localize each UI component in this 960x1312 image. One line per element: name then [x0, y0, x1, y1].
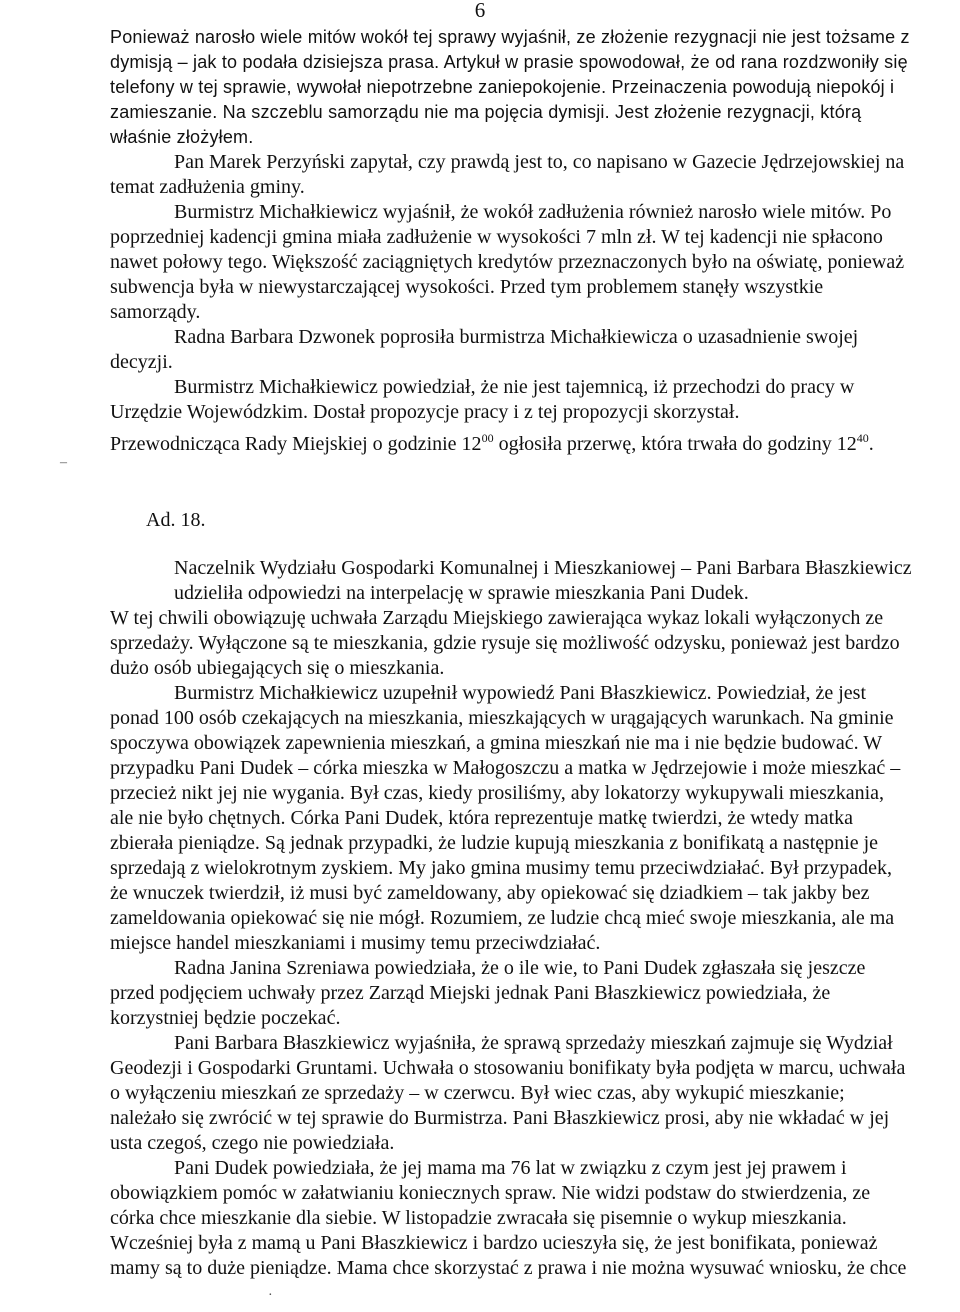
break-note-part2: ogłosiła przerwę, która trwała do godziny 12: [493, 433, 857, 455]
section-2-line: usta czegoś, czego nie powiedziała.: [110, 1132, 395, 1154]
section-2-line: o wyłączeniu mieszkań ze sprzedaży – w czerwcu. Był wiec czas, aby wykupić mieszkanie;: [110, 1082, 845, 1104]
section-1-line: temat zadłużenia gminy.: [110, 176, 305, 198]
break-note-part3: .: [868, 433, 874, 455]
break-end-minutes: 40: [856, 431, 869, 445]
section-1-line: Burmistrz Michałkiewicz wyjaśnił, że wokół zadłużenia również narosło wiele mitów. Po: [174, 201, 892, 223]
section-2-line: korzystniej będzie poczekać.: [110, 1007, 341, 1029]
section-1-line: subwencja była w niewystarczającej wysokości. Przed tym problemem stanęły wszystkie: [110, 276, 824, 298]
section-2-line: Naczelnik Wydziału Gospodarki Komunalnej i Mieszkaniowej – Pani Barbara Błaszkiewicz: [174, 557, 912, 579]
section-2-line: mamy są to duże pieniądze. Mama chce skorzystać z prawa i nie można wysuwać wniosku, że chce: [110, 1257, 907, 1279]
section-1-line: poprzedniej kadencji gmina miała zadłużenie w wysokości 7 mln zł. W tej kadencji nie spłacono: [110, 226, 883, 248]
section-2-line: dużo osób ubiegających się o mieszkania.: [110, 657, 445, 679]
section-2-text: [110, 556, 952, 1281]
section-2-line: Radna Janina Szreniawa powiedziała, że o ile wie, to Pani Dudek zgłaszała się jeszcze: [174, 957, 866, 979]
section-1-line: właśnie złożyłem.: [110, 127, 254, 147]
section-2-line: Pani Barbara Błaszkiewicz wyjaśniła, że sprawą sprzedaży mieszkań zajmuje się Wydział: [174, 1032, 893, 1054]
section-1-line: samorządy.: [110, 301, 201, 323]
agenda-heading: [146, 508, 960, 533]
section-2-line: przed podjęciem uchwały przez Zarząd Miejski jednak Pani Błaszkiewicz powiedziała, że: [110, 982, 831, 1004]
section-1-line: Radna Barbara Dzwonek poprosiła burmistrza Michałkiewicza o uzasadnienie swojej: [174, 326, 859, 348]
section-1-line: zamieszanie. Na szczeblu samorządu nie ma pojęcia dymisji. Jest złożenie rezygnacji, którą: [110, 102, 862, 122]
section-1-line: Ponieważ narosło wiele mitów wokół tej sprawy wyjaśnił, ze złożenie rezygnacji nie jest tożsame z: [110, 27, 910, 47]
section-2-line: ponad 100 osób czekających na mieszkania, mieszkających w urągających warunkach. Na gminie: [110, 707, 894, 729]
section-1-line: Pan Marek Perzyński zapytał, czy prawdą jest to, co napisano w Gazecie Jędrzejowskiej na: [174, 151, 905, 173]
section-2-line: należało się zwrócić w tej sprawie do Burmistrza. Pani Błaszkiewicz prosi, aby nie wkładać w jej: [110, 1107, 890, 1129]
section-2-line: sprzedaży. Wyłączone są te mieszkania, gdzie rysuje się możliwość odzysku, ponieważ jest bardzo: [110, 632, 900, 654]
section-2-line: Geodezji i Gospodarki Gruntami. Uchwała o stosowaniu bonifikaty była podjęta w marcu, uchwała: [110, 1057, 906, 1079]
agenda-item-heading: Ad. 18.: [146, 509, 206, 531]
section-2-line: W tej chwili obowiązuję uchwała Zarządu Miejskiego zawierająca wykaz lokali wyłączonych ze: [110, 607, 884, 629]
section-1-line: Urzędzie Wojewódzkim. Dostał propozycje pracy i z tej propozycji skorzystał.: [110, 401, 740, 423]
section-2-line: udzieliła odpowiedzi na interpelację w sprawie mieszkania Pani Dudek.: [174, 582, 749, 604]
margin-mark: –: [60, 455, 67, 470]
page-number: 6: [474, 0, 486, 22]
section-2-line: zbierała pieniądze. Są jednak przypadki, że ludzie kupują mieszkania z bonifikatą a następnie je: [110, 832, 878, 854]
section-2-line: córka chce mieszkanie dla siebie. W listopadzie zwracała się pisemnie o wykup mieszkania.: [110, 1207, 847, 1229]
scan-mark: ·: [268, 1288, 273, 1303]
break-start-minutes: 00: [481, 431, 494, 445]
break-note-line: [110, 432, 952, 457]
section-2-line: obowiązkiem pomóc w załatwianiu koniecznych spraw. Nie widzi podstaw do stwierdzenia, ze: [110, 1182, 871, 1204]
section-1-line: Burmistrz Michałkiewicz powiedział, że nie jest tajemnicą, iż przechodzi do pracy w: [174, 376, 855, 398]
section-2-line: Pani Dudek powiedziała, że jej mama ma 76 lat w związku z czym jest jej prawem i: [174, 1157, 847, 1179]
break-note-part1: Przewodnicząca Rady Miejskiej o godzinie 12: [110, 433, 482, 455]
section-2-line: przecież nikt jej nie wygania. Był czas, kiedy prosiliśmy, aby lokatorzy wykupywali mieszkania,: [110, 782, 885, 804]
section-1-line: nawet połowy tego. Większość zaciągniętych kredytów przeznaczonych było na oświatę, ponieważ: [110, 251, 905, 273]
section-2-line: zameldowania opiekować się nie mógł. Rozumiem, ze ludzie chcą mieć swoje mieszkania, ale ma: [110, 907, 895, 929]
section-1-line: decyzji.: [110, 351, 173, 373]
section-2-line: miejsce handel mieszkaniami i musimy temu przeciwdziałać.: [110, 932, 601, 954]
section-1-line: dymisją – jak to podała dzisiejsza prasa. Artykuł w prasie spowodował, że od rana rozdzwoniły się: [110, 52, 908, 72]
section-2-line: sprzedają z wielokrotnym zyskiem. My jako gmina musimy temu przeciwdziałać. Był przypadek,: [110, 857, 892, 879]
break-note: [110, 432, 952, 457]
section-2-line: Wcześniej była z mamą u Pani Błaszkiewicz i bardzo ucieszyła się, że jest bonifikata, ponieważ: [110, 1232, 878, 1254]
section-2-line: że wnuczek twierdził, iż musi być zameldowany, aby opiekować się dziadkiem – tak jakby bez: [110, 882, 870, 904]
section-2-line: spoczywa obowiązek zapewnienia mieszkań, a gmina mieszkań nie ma i nie będzie budować. W: [110, 732, 883, 754]
section-2-line: ale nie było chętnych. Córka Pani Dudek, która reprezentuje matkę twierdzi, że wtedy matka: [110, 807, 854, 829]
section-2-line: przypadku Pani Dudek – córka mieszka w Małogoszczu a matka w Jędrzejowie i może mieszkać –: [110, 757, 901, 779]
section-1-line: telefony w tej sprawie, wywołał niepotrzebne zaniepokojenie. Przeinaczenia powodują niepokój i: [110, 77, 895, 97]
section-2-line: Burmistrz Michałkiewicz uzupełnił wypowiedź Pani Błaszkiewicz. Powiedział, że jest: [174, 682, 867, 704]
section-1-text: [110, 25, 952, 425]
